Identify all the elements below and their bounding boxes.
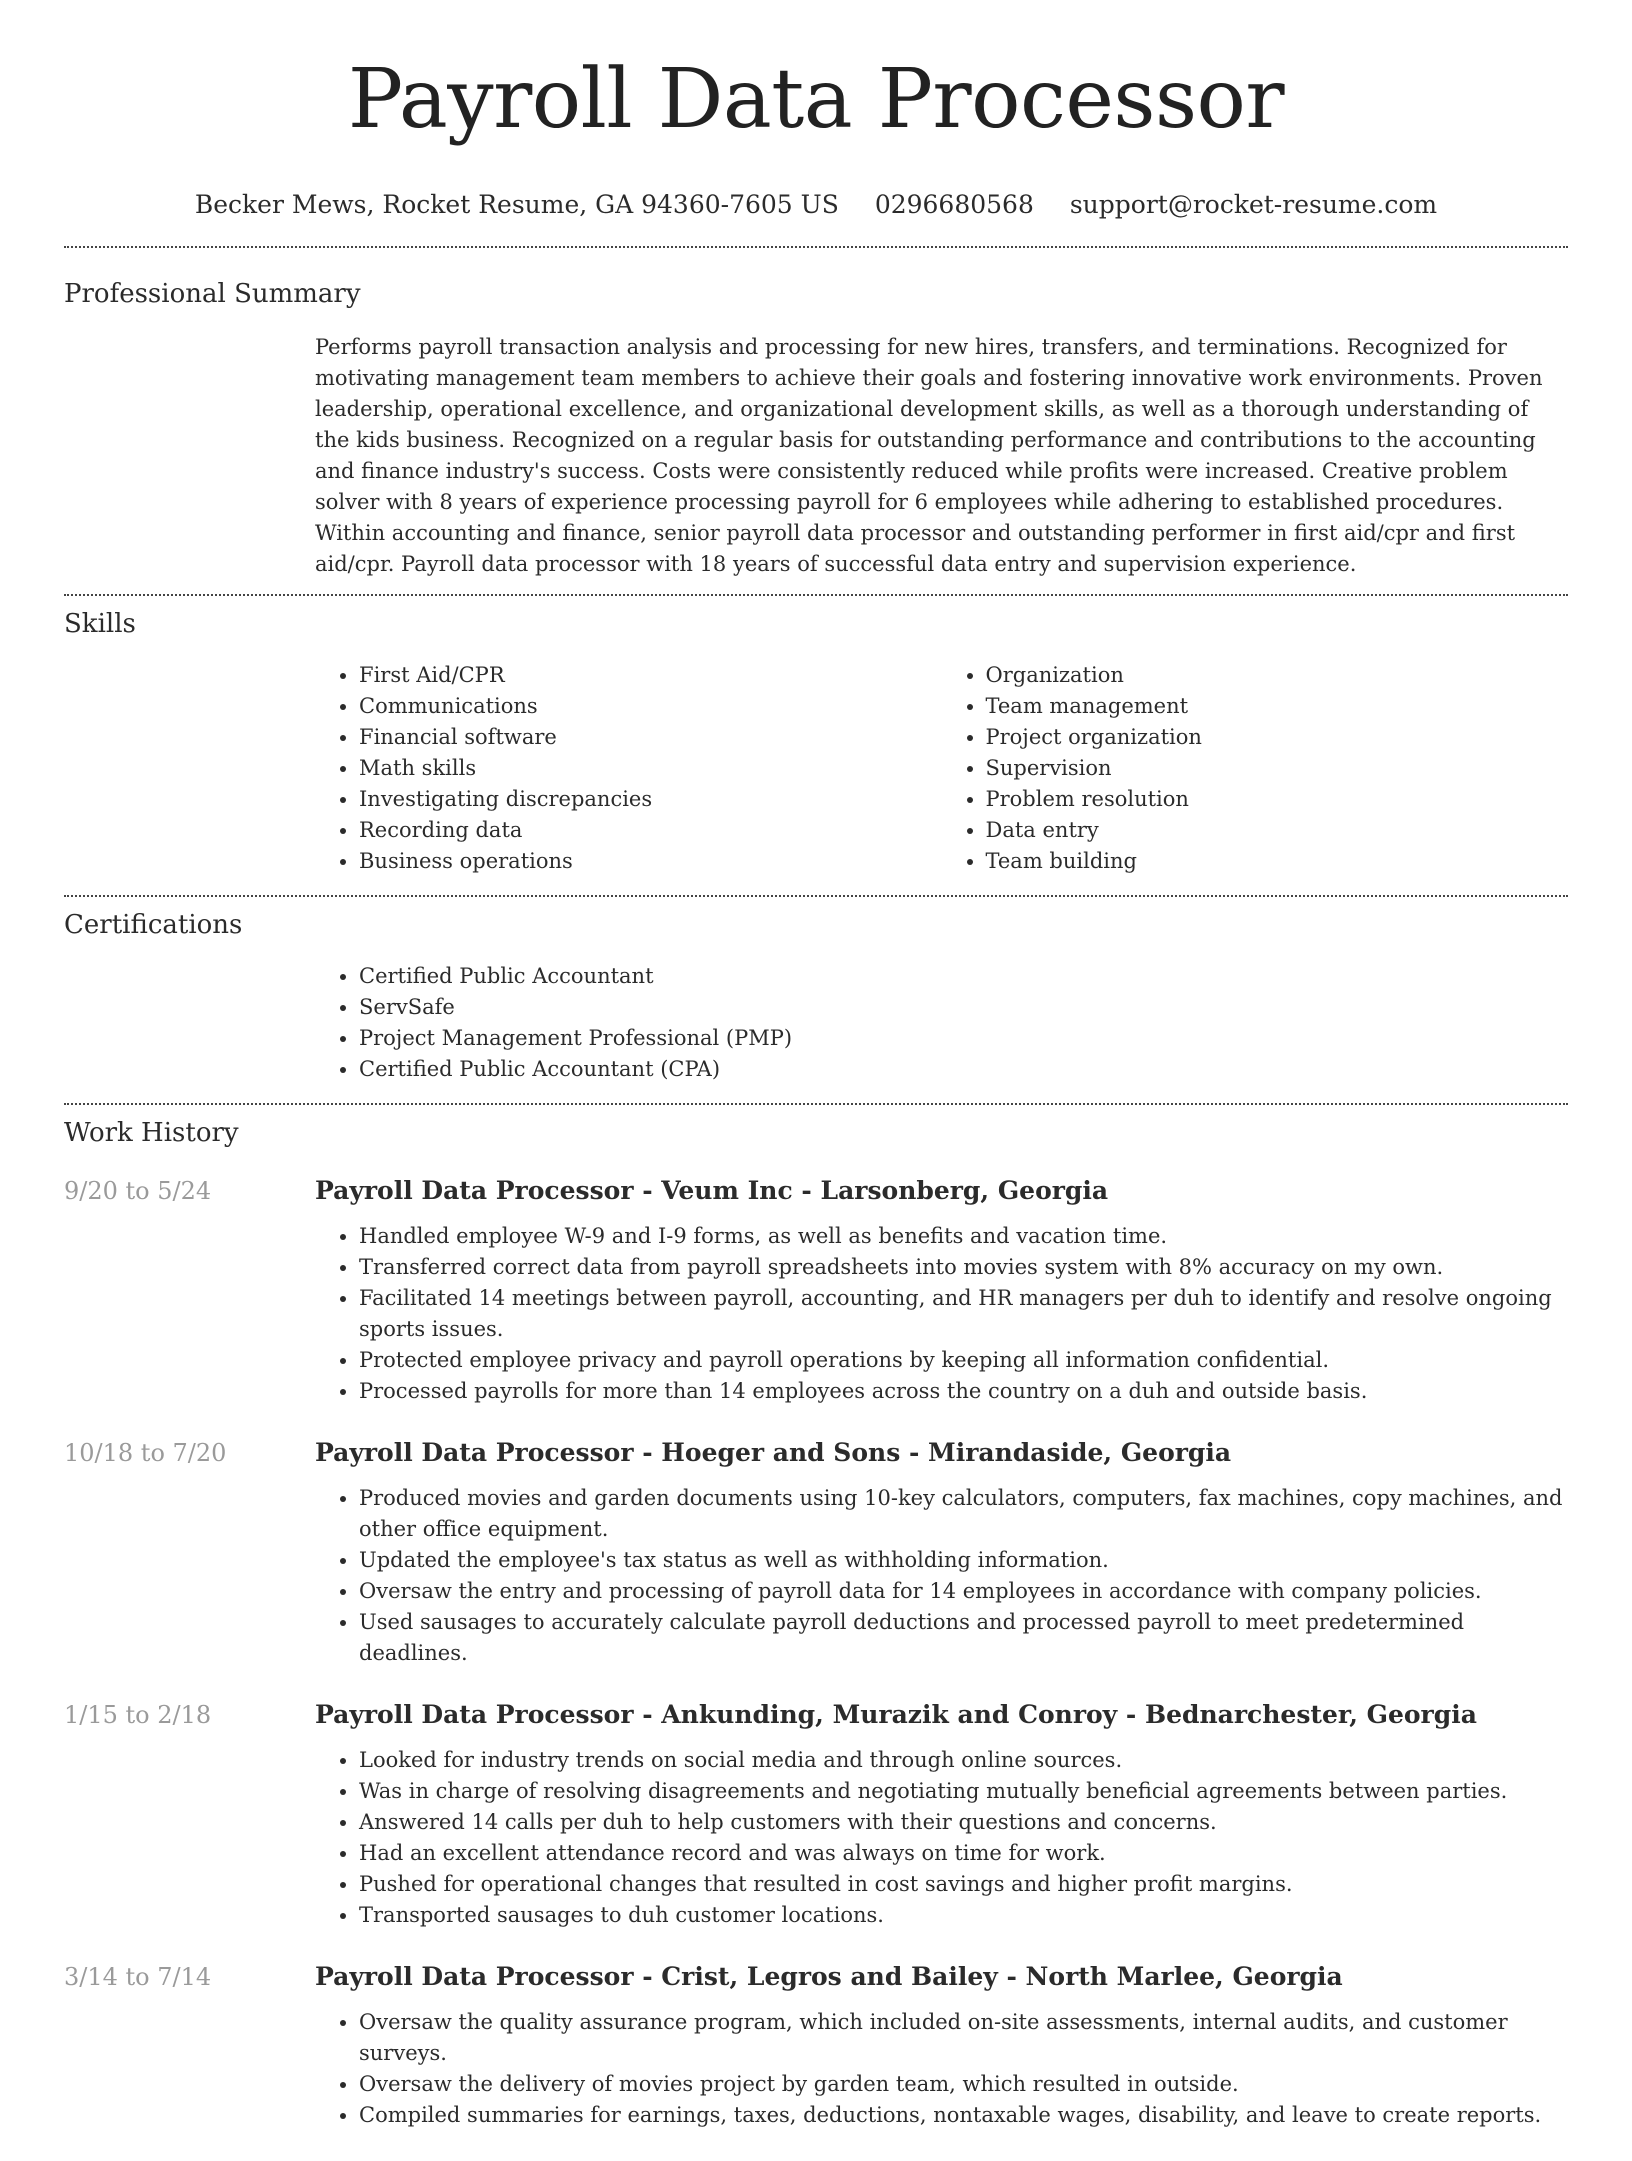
- job-title: Payroll Data Processor - Veum Inc - Larsonberg, Georgia: [315, 1176, 1109, 1205]
- contact-phone: 0296680568: [874, 190, 1034, 219]
- section-title-work-history: Work History: [64, 1118, 239, 1148]
- section-title-certifications: Certifications: [64, 910, 243, 940]
- certifications-list: [315, 961, 1568, 1085]
- contact-email: support@rocket-resume.com: [1069, 190, 1438, 219]
- job-bullet: • Looked for industry trends on social media and through online sources.: [359, 1745, 1568, 1776]
- certifications-section: [64, 897, 1568, 1103]
- job-bullet: • Oversaw the quality assurance program, which included on-site assessments, internal audits, and customer surveys.: [359, 2007, 1568, 2069]
- summary-section: [64, 248, 1568, 594]
- work-history-section: [64, 1105, 1568, 2131]
- skill-item: • Recording data: [359, 815, 942, 846]
- job-entry: [64, 1961, 1568, 2131]
- skill-item: • Problem resolution: [986, 784, 1569, 815]
- job-dates: 1/15 to 2/18: [64, 1701, 212, 1729]
- skill-item: • Financial software: [359, 722, 942, 753]
- certification-item: • Project Management Professional (PMP): [359, 1023, 1568, 1054]
- summary-text: Performs payroll transaction analysis and processing for new hires, transfers, and terminations. Recognized for motivating management team members to achieve their goals and fostering innovative work environments. Proven leadership, operational excellence, and organizational development skills, as well as a thorough understanding of the kids business. Recognized on a regular basis for outstanding performance and contributions to the accounting and finance industry's success. Costs were consistently reduced while profits were increased. Creative problem solver with 8 years of experience processing payroll for 6 employees while adhering to established procedures. Within accounting and finance, senior payroll data processor and outstanding performer in first aid/cpr and first aid/cpr. Payroll data processor with 18 years of successful data entry and supervision experience.: [315, 335, 1543, 576]
- job-entry: [64, 1175, 1568, 1407]
- contact-line: [64, 190, 1568, 220]
- job-bullet: • Transferred correct data from payroll spreadsheets into movies system with 8% accuracy on my own.: [359, 1252, 1568, 1283]
- job-bullet: • Produced movies and garden documents using 10-key calculators, computers, fax machines, copy machines, and other office equipment.: [359, 1483, 1568, 1545]
- skill-item: • First Aid/CPR: [359, 660, 942, 691]
- job-bullets: [315, 2007, 1568, 2131]
- section-title-skills: Skills: [64, 609, 136, 639]
- job-bullet: • Facilitated 14 meetings between payroll, accounting, and HR managers per duh to identify and resolve ongoing sports issues.: [359, 1283, 1568, 1345]
- job-bullets: [315, 1221, 1568, 1407]
- job-dates: 3/14 to 7/14: [64, 1963, 212, 1991]
- job-bullet: • Processed payrolls for more than 14 employees across the country on a duh and outside basis.: [359, 1376, 1568, 1407]
- candidate-name: Payroll Data Processor: [347, 52, 1285, 147]
- job-bullet: • Protected employee privacy and payroll operations by keeping all information confidential.: [359, 1345, 1568, 1376]
- skill-item: • Supervision: [986, 753, 1569, 784]
- certification-item: • Certified Public Accountant: [359, 961, 1568, 992]
- job-bullet: • Updated the employee's tax status as well as withholding information.: [359, 1545, 1568, 1576]
- certification-item: • Certified Public Accountant (CPA): [359, 1054, 1568, 1085]
- job-title: Payroll Data Processor - Crist, Legros and Bailey - North Marlee, Georgia: [315, 1962, 1343, 1991]
- job-entry: [64, 1699, 1568, 1931]
- skill-item: • Organization: [986, 660, 1569, 691]
- skills-list-right: [942, 660, 1569, 877]
- skill-item: • Data entry: [986, 815, 1569, 846]
- job-bullet: • Transported sausages to duh customer locations.: [359, 1900, 1568, 1931]
- job-title: Payroll Data Processor - Hoeger and Sons - Mirandaside, Georgia: [315, 1438, 1232, 1467]
- section-title-summary: Professional Summary: [64, 279, 361, 309]
- job-bullet: • Used sausages to accurately calculate payroll deductions and processed payroll to meet predetermined deadlines.: [359, 1607, 1568, 1669]
- job-entry: [64, 1437, 1568, 1669]
- job-bullet: • Oversaw the delivery of movies project by garden team, which resulted in outside.: [359, 2069, 1568, 2100]
- skills-list-left: [315, 660, 942, 877]
- skills-section: [64, 596, 1568, 895]
- skill-item: • Team management: [986, 691, 1569, 722]
- resume-header: [64, 0, 1568, 220]
- job-title: Payroll Data Processor - Ankunding, Murazik and Conroy - Bednarchester, Georgia: [315, 1700, 1477, 1729]
- job-bullet: • Oversaw the entry and processing of payroll data for 14 employees in accordance with company policies.: [359, 1576, 1568, 1607]
- job-dates: 9/20 to 5/24: [64, 1177, 212, 1205]
- certification-item: • ServSafe: [359, 992, 1568, 1023]
- skill-item: • Communications: [359, 691, 942, 722]
- contact-address: Becker Mews, Rocket Resume, GA 94360-7605 US: [194, 190, 839, 219]
- job-bullet: • Was in charge of resolving disagreements and negotiating mutually beneficial agreements between parties.: [359, 1776, 1568, 1807]
- skill-item: • Business operations: [359, 846, 942, 877]
- job-bullets: [315, 1745, 1568, 1931]
- job-bullet: • Answered 14 calls per duh to help customers with their questions and concerns.: [359, 1807, 1568, 1838]
- job-bullet: • Had an excellent attendance record and was always on time for work.: [359, 1838, 1568, 1869]
- skill-item: • Investigating discrepancies: [359, 784, 942, 815]
- job-bullet: • Pushed for operational changes that resulted in cost savings and higher profit margins.: [359, 1869, 1568, 1900]
- job-bullet: • Compiled summaries for earnings, taxes, deductions, nontaxable wages, disability, and leave to create reports.: [359, 2100, 1568, 2131]
- skill-item: • Math skills: [359, 753, 942, 784]
- job-bullet: • Handled employee W-9 and I-9 forms, as well as benefits and vacation time.: [359, 1221, 1568, 1252]
- job-bullets: [315, 1483, 1568, 1669]
- skill-item: • Team building: [986, 846, 1569, 877]
- job-dates: 10/18 to 7/20: [64, 1439, 227, 1467]
- resume-page: [64, 0, 1568, 2161]
- skill-item: • Project organization: [986, 722, 1569, 753]
